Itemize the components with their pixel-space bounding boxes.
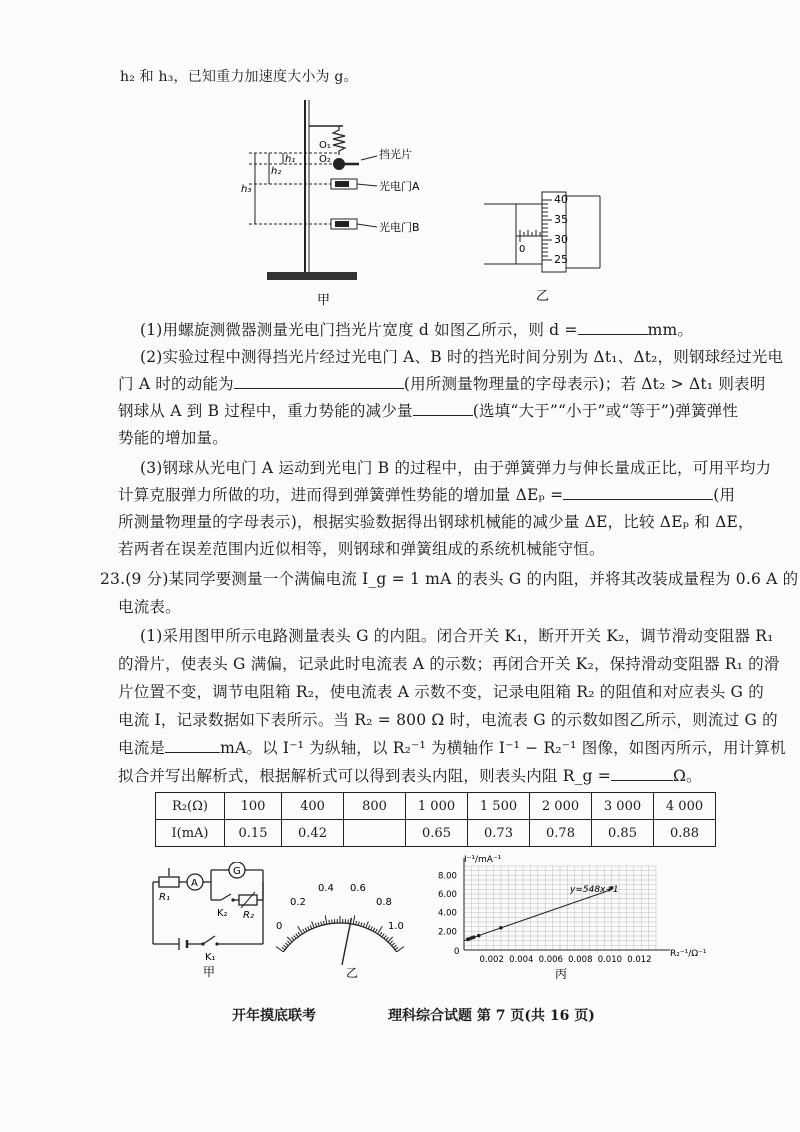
- o1-label: O₁: [319, 140, 331, 151]
- meter-caption: 乙: [346, 966, 359, 980]
- guangpian-label: 挡光片: [379, 148, 412, 161]
- q23-part1-line6: 拟合并写出解析式，根据解析式可以得到表头内阻，则表头内阻 R_g = Ω。: [118, 767, 702, 785]
- chart-x-tick-label: 0.012: [627, 955, 652, 965]
- meter-scale-label: 1.0: [388, 921, 404, 932]
- meter-scale-label: 0: [276, 921, 283, 932]
- q22-part2-line2: 门 A 时的动能为 (用所测量物理量的字母表示)；若 Δt₂ > Δt₁ 则表明: [118, 375, 766, 393]
- answer-blank[interactable]: [165, 738, 220, 753]
- table-cell: 2 000: [530, 793, 592, 820]
- meter-dial: [270, 875, 410, 987]
- r2-label: R₂: [243, 910, 254, 921]
- q23-part1-line4: 电流 I，记录数据如下表所示。当 R₂ = 800 Ω 时，电流表 G 的示数如图乙所示，则流过 G 的: [118, 711, 778, 729]
- q23-part1-line3: 片位置不变，调节电阻箱 R₂，使电流表 A 示数不变，记录电阻箱 R₂ 的阻值和对应表头 G 的: [118, 683, 764, 701]
- table-cell: 0.78: [530, 820, 592, 847]
- table-row: [156, 793, 716, 820]
- data-table: [155, 792, 716, 847]
- chart-x-tick-label: 0.006: [538, 955, 563, 965]
- figure-yi-micrometer: [480, 190, 620, 305]
- meter-needle: [342, 918, 351, 965]
- micrometer-tick: 25: [554, 253, 568, 266]
- chart-bing: [420, 852, 710, 987]
- h1-label: h₁: [285, 154, 296, 165]
- meter-scale-label: 0.2: [290, 897, 306, 908]
- figure-jia-caption: 甲: [317, 293, 331, 308]
- micrometer-tick: 35: [554, 213, 568, 226]
- table-cell: 0.65: [406, 820, 468, 847]
- table-cell: 1 000: [406, 793, 468, 820]
- ammeter-icon: A: [191, 878, 198, 889]
- table-header-r2: R₂(Ω): [156, 793, 225, 820]
- table-cell: 1 500: [468, 793, 530, 820]
- chart-y-tick-label: 8.00: [438, 871, 457, 882]
- chart-x-tick-label: 0.008: [568, 955, 593, 965]
- figure-jia-apparatus: [235, 100, 435, 320]
- table-row: [156, 820, 716, 847]
- answer-blank[interactable]: [563, 485, 713, 500]
- table-cell: 400: [282, 793, 344, 820]
- chart-point: [472, 935, 476, 939]
- h3-label: h₃: [241, 184, 252, 195]
- table-cell: 3 000: [592, 793, 654, 820]
- meter-tick: [353, 915, 355, 924]
- table-cell: 0.85: [592, 820, 654, 847]
- meter-tick: [366, 921, 369, 928]
- circuit-diagram: [145, 862, 283, 987]
- k1-label: K₁: [205, 952, 216, 963]
- circuit-caption: 甲: [203, 965, 216, 979]
- chart-xlabel: R₂⁻¹/Ω⁻¹: [670, 949, 707, 959]
- q22-part3-line4: 若两者在误差范围内近似相等，则钢球和弹簧组成的系统机械能守恒。: [118, 540, 605, 558]
- table-header-i: I(mA): [156, 820, 225, 847]
- answer-blank[interactable]: [611, 766, 673, 781]
- gate-b-label: 光电门B: [379, 221, 420, 234]
- footer-left: 开年摸底联考: [232, 1008, 316, 1024]
- table-cell: 800: [344, 793, 406, 820]
- table-cell: 0.88: [654, 820, 716, 847]
- chart-x-tick-label: 0.002: [479, 955, 504, 965]
- chart-y-tick-label: 6.00: [438, 890, 457, 900]
- q22-part3-line1: (3)钢球从光电门 A 运动到光电门 B 的过程中，由于弹簧弹力与伸长量成正比，可用平均力: [140, 459, 772, 477]
- figure-yi-caption: 乙: [536, 289, 550, 304]
- chart-x-tick-label: 0.010: [597, 955, 623, 965]
- q22-part2-line4: 势能的增加量。: [118, 429, 228, 447]
- k2-label: K₂: [217, 908, 228, 919]
- chart-point: [499, 926, 503, 930]
- q22-part1: (1)用螺旋测微器测量光电门挡光片宽度 d 如图乙所示，则 d = mm。: [140, 321, 694, 339]
- micrometer-zero: 0: [519, 244, 526, 255]
- footer-right: 理科综合试题 第 7 页(共 16 页): [388, 1008, 595, 1024]
- chart-annotation: y=548x+1: [570, 885, 619, 895]
- meter-tick: [312, 921, 315, 928]
- q22-part3-line3: 所测量物理量的字母表示)，根据实验数据得出钢球机械能的减少量 ΔE，比较 ΔEₚ 和 ΔE，: [118, 513, 754, 531]
- table-cell: 100: [225, 793, 282, 820]
- table-cell: 0.73: [468, 820, 530, 847]
- chart-x-tick-label: 0.004: [509, 955, 534, 965]
- q22-part2-line3: 钢球从 A 到 B 过程中，重力势能的减少量 (选填“大于”“小于”或“等于”)弹簧弹性: [118, 402, 739, 420]
- q23-heading-line1: 23.(9 分)某同学要测量一个满偏电流 I_g = 1 mA 的表头 G 的内阻，并将其改装成量程为 0.6 A 的: [100, 570, 799, 588]
- table-cell: 0.15: [225, 820, 282, 847]
- q23-heading-line2: 电流表。: [118, 598, 181, 616]
- r1-label: R₁: [159, 892, 170, 903]
- micrometer-tick: 30: [554, 233, 568, 246]
- chart-caption: 丙: [555, 967, 568, 981]
- q22-part3-line2: 计算克服弹力所做的功，进而得到弹簧弹性势能的增加量 ΔEₚ = (用: [118, 486, 736, 504]
- chart-ylabel: I⁻¹/mA⁻¹: [464, 855, 502, 865]
- chart-origin-label: 0: [454, 947, 460, 957]
- q23-part1-line5: 电流是 mA。以 I⁻¹ 为纵轴，以 R₂⁻¹ 为横轴作 I⁻¹ − R₂⁻¹ 图像，如图丙所示，用计算机: [118, 739, 786, 757]
- chart-y-tick-label: 2.00: [438, 927, 457, 938]
- micrometer-tick: 40: [554, 193, 568, 206]
- meter-tick: [325, 915, 327, 924]
- meter-scale-label: 0.4: [318, 883, 334, 894]
- answer-blank[interactable]: [234, 374, 404, 389]
- q22-part2-line1: (2)实验过程中测得挡光片经过光电门 A、B 时的挡光时间分别为 Δt₁、Δt₂，则钢球经过光电: [140, 348, 784, 366]
- table-cell: [344, 820, 406, 847]
- table-cell: 0.42: [282, 820, 344, 847]
- gate-a-label: 光电门A: [379, 180, 420, 193]
- h2-label: h₂: [271, 166, 282, 177]
- answer-blank[interactable]: [413, 401, 473, 416]
- meter-scale-label: 0.8: [376, 897, 392, 908]
- chart-point: [477, 934, 481, 938]
- o2-label: O₂: [319, 154, 331, 165]
- answer-blank[interactable]: [578, 320, 648, 335]
- intro-line: h₂ 和 h₃，已知重力加速度大小为 g。: [120, 69, 358, 85]
- table-cell: 4 000: [654, 793, 716, 820]
- q23-part1-line2: 的滑片，使表头 G 满偏，记录此时电流表 A 的示数；再闭合开关 K₂，保持滑动变阻器 R₁ 的滑: [118, 655, 780, 673]
- chart-y-tick-label: 4.00: [438, 908, 457, 919]
- galvanometer-icon: G: [233, 866, 241, 877]
- meter-scale-label: 0.6: [350, 883, 366, 894]
- q23-part1-line1: (1)采用图甲所示电路测量表头 G 的内阻。闭合开关 K₁，断开开关 K₂，调节滑动变阻器 R₁: [140, 627, 774, 645]
